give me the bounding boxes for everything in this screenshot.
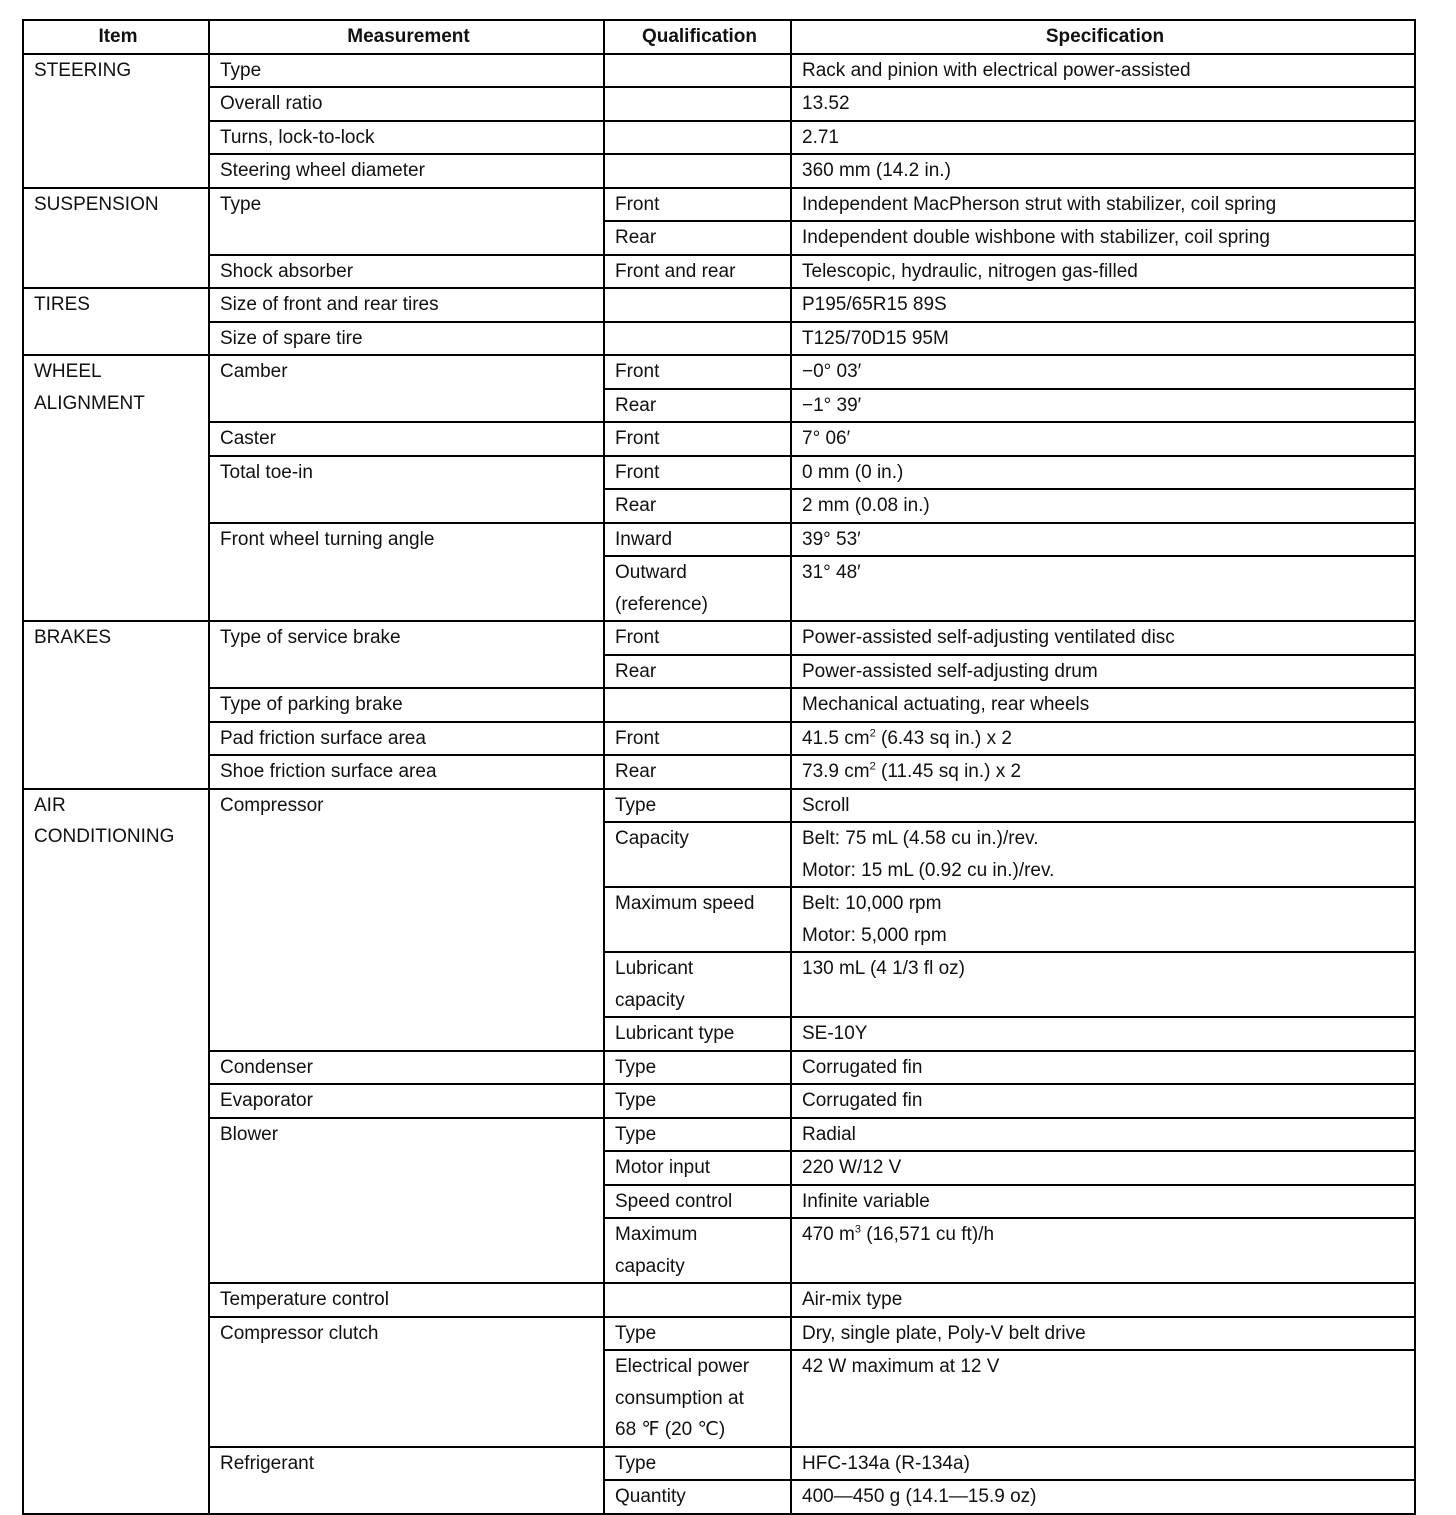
qualification-cell: Type bbox=[604, 1084, 791, 1118]
specification-cell: 130 mL (4 1/3 fl oz) bbox=[791, 952, 1415, 1017]
measurement-cell: Condenser bbox=[209, 1051, 604, 1085]
specification-cell: 39° 53′ bbox=[791, 523, 1415, 557]
qualification-cell: Type bbox=[604, 1118, 791, 1152]
item-wheel-alignment bbox=[23, 355, 209, 621]
specification-cell bbox=[791, 1218, 1415, 1283]
specification-cell: Air-mix type bbox=[791, 1283, 1415, 1317]
table-row bbox=[23, 722, 1415, 756]
table-row bbox=[23, 322, 1415, 356]
measurement-cell: Refrigerant bbox=[209, 1447, 604, 1514]
qualification-cell: Front bbox=[604, 722, 791, 756]
table-row bbox=[23, 54, 1415, 88]
spec-text: 73.9 cm bbox=[802, 761, 870, 782]
spec-line: Motor: 15 mL (0.92 cu in.)/rev. bbox=[802, 859, 1055, 881]
specification-cell: Rack and pinion with electrical power-assisted bbox=[791, 54, 1415, 88]
item-line: CONDITIONING bbox=[34, 826, 175, 847]
item-line: ALIGNMENT bbox=[34, 392, 145, 414]
measurement-cell: Front wheel turning angle bbox=[209, 523, 604, 622]
qualification-cell: Type bbox=[604, 1051, 791, 1085]
table-row bbox=[23, 288, 1415, 322]
specification-cell: 13.52 bbox=[791, 87, 1415, 121]
measurement-cell: Pad friction surface area bbox=[209, 722, 604, 756]
spec-line: Motor: 5,000 rpm bbox=[802, 924, 947, 946]
qualification-cell: Front bbox=[604, 355, 791, 389]
table-row bbox=[23, 1118, 1415, 1152]
measurement-cell: Turns, lock-to-lock bbox=[209, 121, 604, 155]
qualification-cell: Type bbox=[604, 1447, 791, 1481]
qualification-cell: Rear bbox=[604, 755, 791, 789]
item-tires: TIRES bbox=[23, 288, 209, 355]
specification-cell: −1° 39′ bbox=[791, 389, 1415, 423]
specification-cell: Scroll bbox=[791, 789, 1415, 823]
specification-cell: 2.71 bbox=[791, 121, 1415, 155]
table-row bbox=[23, 1283, 1415, 1317]
table-row bbox=[23, 621, 1415, 655]
table-row bbox=[23, 523, 1415, 557]
specification-cell: 0 mm (0 in.) bbox=[791, 456, 1415, 490]
specification-cell bbox=[791, 822, 1415, 887]
header-item: Item bbox=[23, 20, 209, 54]
specification-cell: 2 mm (0.08 in.) bbox=[791, 489, 1415, 523]
qualification-cell bbox=[604, 87, 791, 121]
item-brakes: BRAKES bbox=[23, 621, 209, 789]
specification-cell: Telescopic, hydraulic, nitrogen gas-filled bbox=[791, 255, 1415, 289]
table-row bbox=[23, 121, 1415, 155]
spec-text: (6.43 sq in.) x 2 bbox=[875, 727, 1012, 749]
specification-cell bbox=[791, 722, 1415, 756]
qualification-cell: Quantity bbox=[604, 1480, 791, 1514]
measurement-cell: Type of parking brake bbox=[209, 688, 604, 722]
measurement-cell: Overall ratio bbox=[209, 87, 604, 121]
qualification-line: Lubricant bbox=[615, 958, 694, 979]
table-row bbox=[23, 1447, 1415, 1481]
table-row bbox=[23, 1317, 1415, 1351]
superscript: 2 bbox=[869, 727, 876, 740]
qualification-cell: Front bbox=[604, 188, 791, 222]
specification-cell: Corrugated fin bbox=[791, 1051, 1415, 1085]
specification-cell: 42 W maximum at 12 V bbox=[791, 1350, 1415, 1447]
specification-cell: Infinite variable bbox=[791, 1185, 1415, 1219]
item-line: WHEEL bbox=[34, 361, 102, 382]
spec-text: 470 m bbox=[802, 1224, 855, 1245]
qualification-cell: Maximum speed bbox=[604, 887, 791, 952]
measurement-cell: Type bbox=[209, 54, 604, 88]
header-specification: Specification bbox=[791, 20, 1415, 54]
spec-text: 41.5 cm bbox=[802, 727, 870, 749]
qualification-cell bbox=[604, 1218, 791, 1283]
qualification-cell bbox=[604, 322, 791, 356]
qualification-cell bbox=[604, 952, 791, 1017]
specification-cell: −0° 03′ bbox=[791, 355, 1415, 389]
qualification-cell: Rear bbox=[604, 221, 791, 255]
qualification-cell: Front bbox=[604, 422, 791, 456]
qualification-cell: Lubricant type bbox=[604, 1017, 791, 1051]
measurement-cell: Caster bbox=[209, 422, 604, 456]
measurement-cell: Blower bbox=[209, 1118, 604, 1284]
specification-cell: 360 mm (14.2 in.) bbox=[791, 154, 1415, 188]
qualification-cell: Rear bbox=[604, 655, 791, 689]
spec-text: (16,571 cu ft)/h bbox=[860, 1224, 995, 1245]
measurement-cell: Evaporator bbox=[209, 1084, 604, 1118]
qualification-cell: Front bbox=[604, 456, 791, 490]
table-row bbox=[23, 255, 1415, 289]
item-suspension: SUSPENSION bbox=[23, 188, 209, 289]
qualification-cell: Type bbox=[604, 1317, 791, 1351]
qualification-line: consumption at bbox=[615, 1387, 744, 1409]
qualification-line: 68 ℉ (20 ℃) bbox=[615, 1419, 726, 1440]
specification-cell: Independent double wishbone with stabilizer, coil spring bbox=[791, 221, 1415, 255]
measurement-cell: Size of spare tire bbox=[209, 322, 604, 356]
specification-cell: Power-assisted self-adjusting ventilated disc bbox=[791, 621, 1415, 655]
header-measurement: Measurement bbox=[209, 20, 604, 54]
table-row bbox=[23, 755, 1415, 789]
specification-cell: Corrugated fin bbox=[791, 1084, 1415, 1118]
qualification-cell bbox=[604, 556, 791, 621]
qualification-line: capacity bbox=[615, 989, 685, 1011]
spec-text: (11.45 sq in.) x 2 bbox=[875, 761, 1022, 782]
qualification-cell bbox=[604, 154, 791, 188]
specification-cell: 220 W/12 V bbox=[791, 1151, 1415, 1185]
qualification-cell bbox=[604, 1283, 791, 1317]
measurement-cell: Size of front and rear tires bbox=[209, 288, 604, 322]
table-row bbox=[23, 1051, 1415, 1085]
qualification-cell: Rear bbox=[604, 489, 791, 523]
qualification-line: Maximum bbox=[615, 1224, 698, 1245]
measurement-cell: Type of service brake bbox=[209, 621, 604, 688]
item-steering: STEERING bbox=[23, 54, 209, 188]
qualification-cell: Rear bbox=[604, 389, 791, 423]
specification-cell: Radial bbox=[791, 1118, 1415, 1152]
measurement-cell: Total toe-in bbox=[209, 456, 604, 523]
qualification-cell bbox=[604, 288, 791, 322]
qualification-cell: Motor input bbox=[604, 1151, 791, 1185]
item-line: AIR bbox=[34, 794, 66, 816]
table-row bbox=[23, 688, 1415, 722]
spec-line: Belt: 10,000 rpm bbox=[802, 893, 942, 914]
specification-cell bbox=[791, 887, 1415, 952]
qualification-cell: Inward bbox=[604, 523, 791, 557]
specification-cell: 400—450 g (14.1—15.9 oz) bbox=[791, 1480, 1415, 1514]
measurement-cell: Camber bbox=[209, 355, 604, 422]
table-row bbox=[23, 1084, 1415, 1118]
measurement-cell: Steering wheel diameter bbox=[209, 154, 604, 188]
table-row bbox=[23, 422, 1415, 456]
measurement-cell: Compressor clutch bbox=[209, 1317, 604, 1447]
superscript: 2 bbox=[869, 760, 876, 773]
qualification-cell bbox=[604, 688, 791, 722]
qualification-line: Outward bbox=[615, 562, 687, 583]
header-row bbox=[23, 20, 1415, 54]
measurement-cell: Compressor bbox=[209, 789, 604, 1051]
header-qualification: Qualification bbox=[604, 20, 791, 54]
qualification-cell: Front bbox=[604, 621, 791, 655]
specification-cell: Power-assisted self-adjusting drum bbox=[791, 655, 1415, 689]
item-air-conditioning bbox=[23, 789, 209, 1514]
table-row bbox=[23, 355, 1415, 389]
specification-cell: 31° 48′ bbox=[791, 556, 1415, 621]
qualification-cell: Front and rear bbox=[604, 255, 791, 289]
qualification-line: Electrical power bbox=[615, 1356, 750, 1377]
table-row bbox=[23, 87, 1415, 121]
measurement-cell: Type bbox=[209, 188, 604, 255]
specification-cell: Mechanical actuating, rear wheels bbox=[791, 688, 1415, 722]
spec-line: Belt: 75 mL (4.58 cu in.)/rev. bbox=[802, 828, 1039, 849]
specification-cell bbox=[791, 755, 1415, 789]
qualification-cell bbox=[604, 54, 791, 88]
table-row bbox=[23, 188, 1415, 222]
table-row bbox=[23, 154, 1415, 188]
measurement-cell: Shoe friction surface area bbox=[209, 755, 604, 789]
qualification-cell bbox=[604, 1350, 791, 1447]
measurement-cell: Temperature control bbox=[209, 1283, 604, 1317]
specification-cell: SE-10Y bbox=[791, 1017, 1415, 1051]
qualification-cell: Type bbox=[604, 789, 791, 823]
specification-cell: Dry, single plate, Poly-V belt drive bbox=[791, 1317, 1415, 1351]
table-row bbox=[23, 456, 1415, 490]
specification-cell: T125/70D15 95M bbox=[791, 322, 1415, 356]
superscript: 3 bbox=[854, 1223, 861, 1236]
qualification-line: (reference) bbox=[615, 593, 708, 615]
specification-cell: HFC-134a (R-134a) bbox=[791, 1447, 1415, 1481]
specification-cell: P195/65R15 89S bbox=[791, 288, 1415, 322]
measurement-cell: Shock absorber bbox=[209, 255, 604, 289]
qualification-line: capacity bbox=[615, 1255, 685, 1277]
qualification-cell: Speed control bbox=[604, 1185, 791, 1219]
qualification-cell: Capacity bbox=[604, 822, 791, 887]
specifications-table bbox=[22, 19, 1416, 1515]
qualification-cell bbox=[604, 121, 791, 155]
specification-cell: 7° 06′ bbox=[791, 422, 1415, 456]
table-row bbox=[23, 789, 1415, 823]
specification-cell: Independent MacPherson strut with stabilizer, coil spring bbox=[791, 188, 1415, 222]
